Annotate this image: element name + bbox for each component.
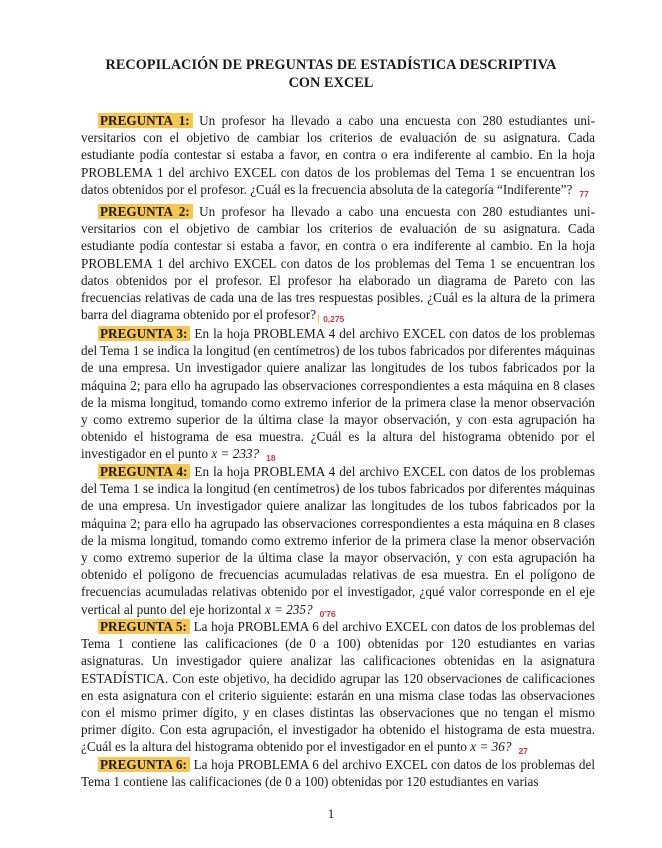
title-line-2: CON EXCEL: [288, 75, 374, 91]
question-label: PREGUNTA 4:: [98, 464, 190, 479]
question-label: PREGUNTA 3:: [98, 326, 190, 341]
answer-annotation: 27: [518, 746, 528, 757]
question-text: Un profesor ha llevado a cabo una encuesta con 280 estudiantes universitarios con el objetivo de cambiar los criterios de evaluación de su asignatura. Cada estudiante podía contestar si estaba a favor, en contra o era indiferente al cambio. En la hoja PROBLEMA 1 del archivo EXCEL con datos de los problemas del Tema 1 se encuentran los datos obtenidos por el profesor. ¿Cuál es la frecuencia absoluta de la categoría “Indiferente”?: [81, 113, 596, 197]
answer-annotation: 18: [266, 453, 276, 464]
question-label: PREGUNTA 2:: [98, 204, 193, 219]
answer-annotation: 0,275: [318, 314, 344, 324]
answer-annotation: 77: [579, 188, 589, 199]
math-expression: x = 233?: [211, 446, 260, 462]
title-line-1: RECOPILACIÓN DE PREGUNTAS DE ESTADÍSTICA DESCRIPTIVA: [105, 57, 557, 73]
question-text: La hoja PROBLEMA 6 del archivo EXCEL con datos de los problemas del Tema 1 contiene las calificaciones (de 0 a 100) obtenidas por 120 estudiantes en varias: [81, 757, 596, 790]
question-text: La hoja PROBLEMA 6 del archivo EXCEL con datos de los problemas del Tema 1 contiene las calificaciones (de 0 a 100) obtenidas por 120 estudiantes en varias asignaturas. Un investigador quiere analizar las calificaciones obtenidas en la asignatura ESTADÍSTICA. Con este objetivo, ha decidido agrupar las 120 observaciones de calificaciones en esta asignatura con el criterio siguiente: estarán en una misma clase todas las observaciones con el mismo primer dígito, y en clases distintas las observaciones que no tengan el mismo primer dígito. Con esta agrupación, el investigador ha obtenido el histograma de esta muestra. ¿Cuál es la altura del histograma obtenido por el investigador en el punto: [81, 619, 596, 755]
math-expression: x = 36?: [470, 739, 512, 755]
document-title: [60, 56, 602, 92]
question-4: [81, 463, 595, 620]
page-number: 1: [327, 806, 335, 821]
question-2: [81, 203, 595, 325]
question-6: [81, 756, 595, 790]
question-text: Un profesor ha llevado a cabo una encuesta con 280 estudiantes universitarios con el objetivo de cambiar los criterios de evaluación de su asignatura. Cada estudiante podía contestar si estaba a favor, en contra o era indiferente al cambio. En la hoja PROBLEMA 1 del archivo EXCEL con datos de los problemas del Tema 1 se encuentran los datos obtenidos por el profesor. El profesor ha elaborado un diagrama de Pareto con las frecuencias relativas de cada una de las tres respuestas posibles. ¿Cuál es la altura de la primera barra del diagrama obtenido por el profesor?: [81, 204, 596, 323]
math-expression: x = 235?: [264, 601, 313, 617]
question-5: [81, 618, 595, 758]
question-label: PREGUNTA 1:: [98, 113, 193, 128]
question-3: [81, 325, 595, 465]
question-label: PREGUNTA 5:: [98, 619, 190, 634]
question-label: PREGUNTA 6:: [98, 757, 190, 772]
question-text: En la hoja PROBLEMA 4 del archivo EXCEL con datos de los problemas del Tema 1 se indica la longitud (en centímetros) de los tubos fabricados por diferentes máquinas de una empresa. Un investigador quiere analizar las longitudes de los tubos fabricados por la máquina 2; para ello ha agrupado las observaciones correspondientes a esta máquina en 8 clases de la misma longitud, tomando como extremo inferior de la primera clase la menor observación y como extremo superior de la última clase la mayor observación, y con esta agrupación ha obtenido el polígono de frecuencias acumuladas relativas de esa muestra. En el polígono de frecuencias acumuladas relativas obtenido por el investigador, ¿qué valor corresponde en el eje vertical al punto del eje horizontal: [81, 464, 595, 617]
question-1: [81, 112, 595, 200]
question-text: En la hoja PROBLEMA 4 del archivo EXCEL con datos de los problemas del Tema 1 se indica la longitud (en centímetros) de los tubos fabricados por diferentes máquinas de una empresa. Un investigador quiere analizar las longitudes de los tubos fabricados por la máquina 2; para ello ha agrupado las observaciones correspondientes a esta máquina en 8 clases de la misma longitud, tomando como extremo inferior de la primera clase la menor observación y como extremo superior de la última clase la mayor observación, y con esta agrupación ha obtenido el histograma de esa muestra. ¿Cuál es la altura del histograma obtenido por el investigador en el punto: [81, 326, 595, 462]
answer-annotation: 0'76: [319, 608, 336, 619]
